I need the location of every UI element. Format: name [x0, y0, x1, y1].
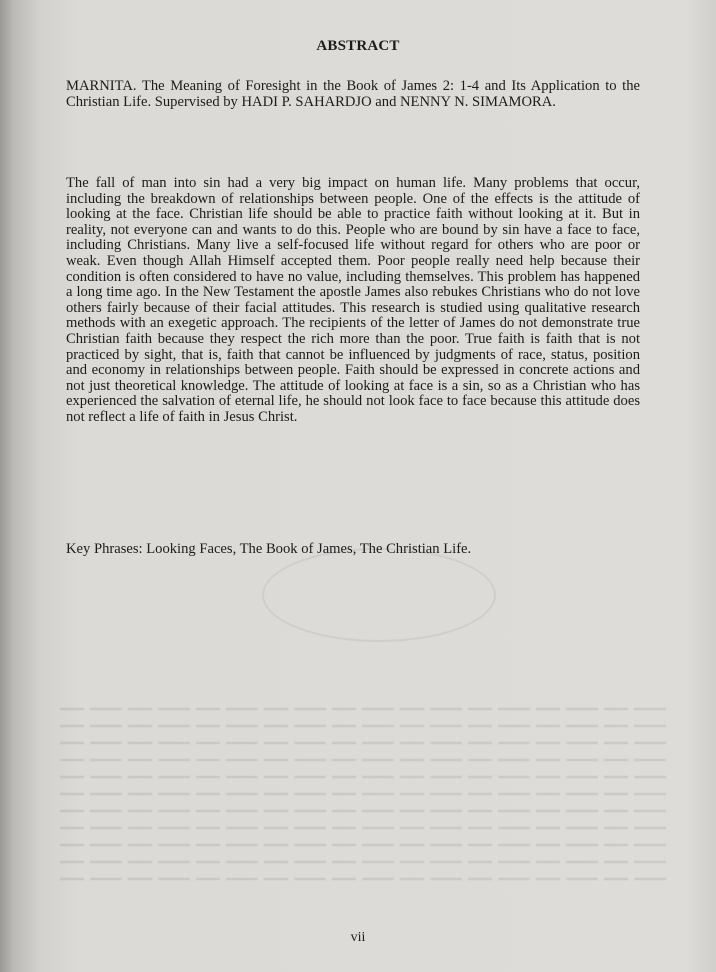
author-info-paragraph: MARNITA. The Meaning of Foresight in the Book of James 2: 1-4 and Its Application to the Christian Life. Supervised by HADI P. SAHARDJO and NENNY N. SIMAMORA. [66, 78, 640, 110]
bleed-line [60, 827, 670, 829]
bleed-line [60, 759, 670, 761]
bleed-line [60, 878, 670, 880]
page-number: vii [350, 930, 366, 945]
faint-seal-watermark [262, 548, 496, 642]
bleed-line [60, 793, 670, 795]
reverse-side-bleed-through [60, 708, 670, 908]
page-title: ABSTRACT [316, 38, 400, 54]
bleed-line [60, 810, 670, 812]
key-phrases: Key Phrases: Looking Faces, The Book of James, The Christian Life. [66, 541, 472, 557]
bleed-line [60, 742, 670, 744]
bleed-line [60, 861, 670, 863]
bleed-line [60, 708, 670, 710]
abstract-body-paragraph: The fall of man into sin had a very big impact on human life. Many problems that occur, including the breakdown of relationships between people. One of the effects is the attitude of looking at the face. Christian life should be able to practice faith without looking at it. But in reality, not everyone can and wants to do this. People who are bound by sin have a face to face, including Christians. Many live a self-focused life without regard for others who are poor or weak. Even though Allah Himself accepted them. Poor people really need help because their condition is often considered to have no value, including themselves. This problem has happened a long time ago. In the New Testament the apostle James also rebukes Christians who do not love others fairly because of their facial attitudes. This research is studied using qualitative research methods with an exegetic approach. The recipients of the letter of James do not demonstrate true Christian faith because they respect the rich more than the poor. True faith is faith that is not practiced by sight, that is, faith that cannot be influenced by judgments of race, status, position and economy in relationships between people. Faith should be expressed in concrete actions and not just theoretical knowledge. The attitude of looking at face is a sin, so as a Christian who has experienced the salvation of eternal life, he should not look face to face because this attitude does not reflect a life of faith in Jesus Christ. [66, 175, 640, 425]
bleed-line [60, 776, 670, 778]
bleed-line [60, 844, 670, 846]
page-edge-shadow [686, 0, 716, 972]
bleed-line [60, 725, 670, 727]
